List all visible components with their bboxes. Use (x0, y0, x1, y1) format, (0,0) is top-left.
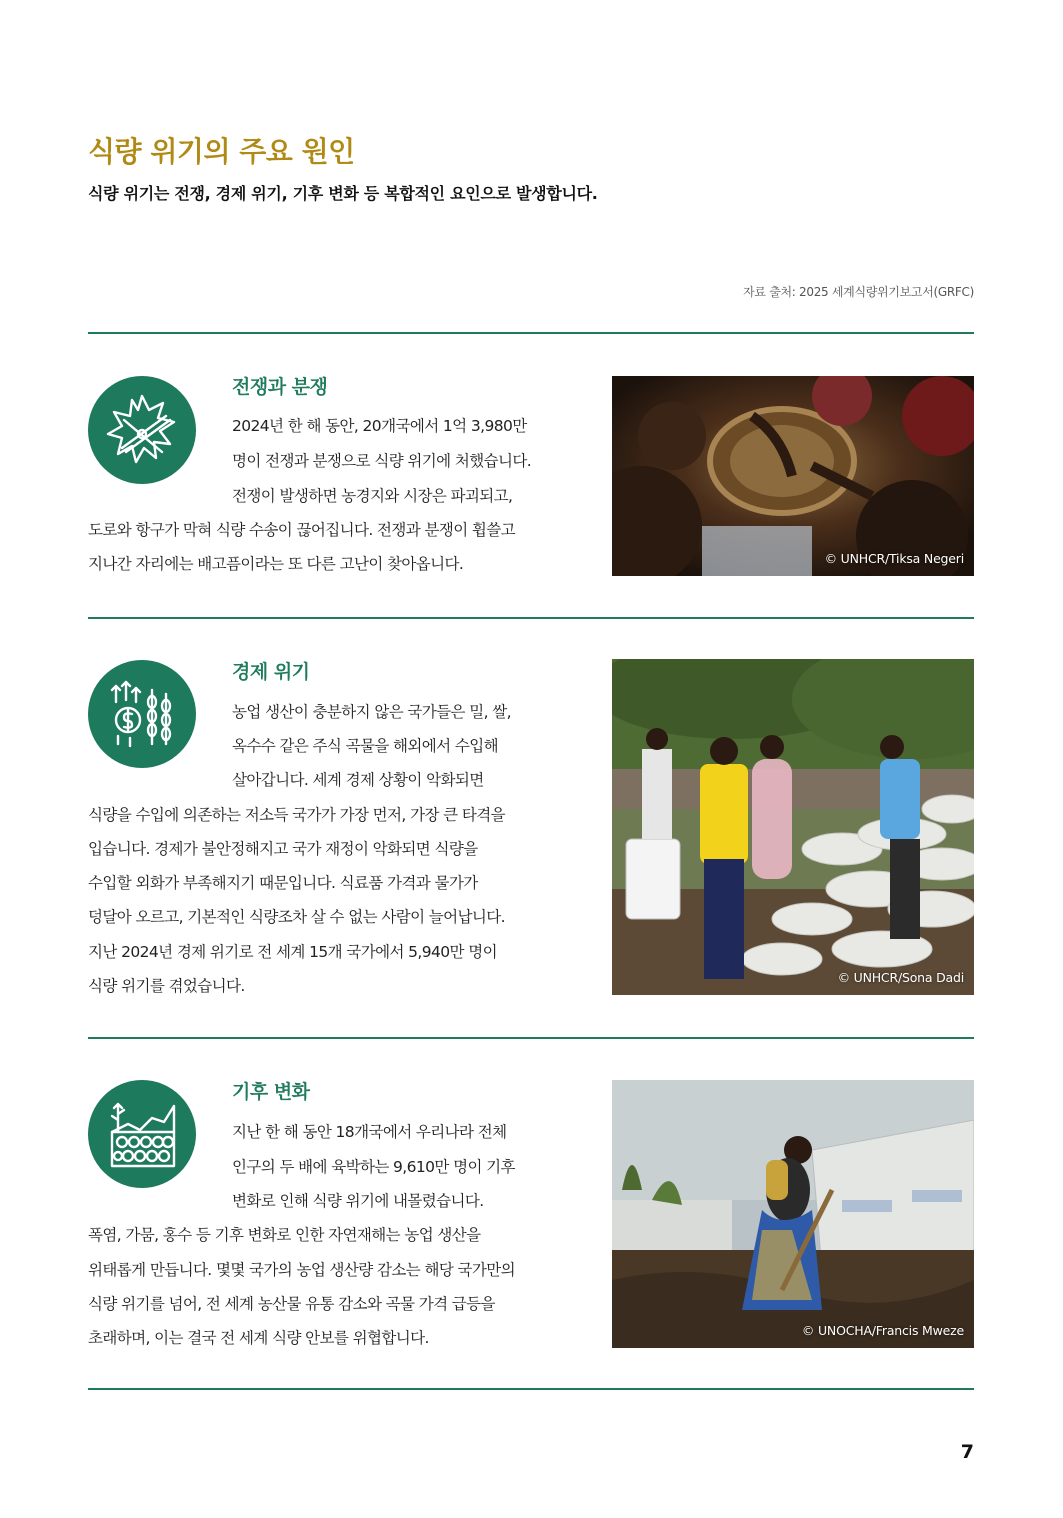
section-text-line: 수입할 외화가 부족해지기 때문입니다. 식료품 가격과 물가가 (88, 874, 478, 892)
divider-bottom (88, 1388, 974, 1390)
section-text-line: 살아갑니다. 세계 경제 상황이 악화되면 (232, 771, 484, 789)
section-title: 전쟁과 분쟁 (232, 376, 328, 398)
section-text-line: 2024년 한 해 동안, 20개국에서 1억 3,980만 (232, 417, 527, 435)
section-text-line: 지난 2024년 경제 위기로 전 세계 15개 국가에서 5,940만 명이 (88, 943, 497, 961)
page-subtitle: 식량 위기는 전쟁, 경제 위기, 기후 변화 등 복합적인 요인으로 발생합니다. (88, 184, 598, 203)
photo-credit: © UNHCR/Sona Dadi (837, 970, 964, 985)
source-note: 자료 출처: 2025 세계식량위기보고서(GRFC) (743, 285, 974, 299)
section-title: 경제 위기 (232, 661, 310, 683)
section-title: 기후 변화 (232, 1081, 310, 1103)
section-text-line: 식량 위기를 겪었습니다. (88, 977, 245, 995)
section-text-line: 식량 위기를 넘어, 전 세계 농산물 유통 감소와 곡물 가격 급등을 (88, 1295, 495, 1313)
photo-credit: © UNOCHA/Francis Mweze (801, 1323, 964, 1338)
section-text-line: 도로와 항구가 막혀 식량 수송이 끊어집니다. 전쟁과 분쟁이 휩쓸고 (88, 521, 516, 539)
section-text-line: 초래하며, 이는 결국 전 세계 식량 안보를 위협합니다. (88, 1329, 429, 1347)
section-text-line: 지나간 자리에는 배고픔이라는 또 다른 고난이 찾아옵니다. (88, 555, 464, 573)
section-text-line: 농업 생산이 충분하지 않은 국가들은 밀, 쌀, (232, 703, 511, 721)
section-text-line: 폭염, 가뭄, 홍수 등 기후 변화로 인한 자연재해는 농업 생산을 (88, 1226, 481, 1244)
climate-icon (88, 1080, 196, 1188)
page-number: 7 (960, 1441, 974, 1463)
divider-1 (88, 617, 974, 619)
section-text-line: 덩달아 오르고, 기본적인 식량조차 살 수 없는 사람이 늘어납니다. (88, 908, 505, 926)
section-text-line: 지난 한 해 동안 18개국에서 우리나라 전체 (232, 1123, 507, 1141)
conflict-icon (88, 376, 196, 484)
economy-icon (88, 660, 196, 768)
divider-top (88, 332, 974, 334)
photo-food-distribution (612, 659, 974, 995)
photo-credit: © UNHCR/Tiksa Negeri (824, 551, 964, 566)
photo-woman-farming (612, 1080, 974, 1348)
section-text-line: 변화로 인해 식량 위기에 내몰렸습니다. (232, 1192, 484, 1210)
section-text-line: 명이 전쟁과 분쟁으로 식량 위기에 처했습니다. (232, 452, 532, 470)
page-title: 식량 위기의 주요 원인 (88, 135, 355, 168)
section-text-line: 인구의 두 배에 육박하는 9,610만 명이 기후 (232, 1158, 515, 1176)
section-text-line: 식량을 수입에 의존하는 저소득 국가가 가장 먼저, 가장 큰 타격을 (88, 806, 505, 824)
divider-2 (88, 1037, 974, 1039)
photo-children-eating (612, 376, 974, 576)
section-text-line: 입습니다. 경제가 불안정해지고 국가 재정이 악화되면 식량을 (88, 840, 478, 858)
section-text-line: 옥수수 같은 주식 곡물을 해외에서 수입해 (232, 737, 498, 755)
section-text-line: 전쟁이 발생하면 농경지와 시장은 파괴되고, (232, 487, 513, 505)
section-text-line: 위태롭게 만듭니다. 몇몇 국가의 농업 생산량 감소는 해당 국가만의 (88, 1261, 516, 1279)
